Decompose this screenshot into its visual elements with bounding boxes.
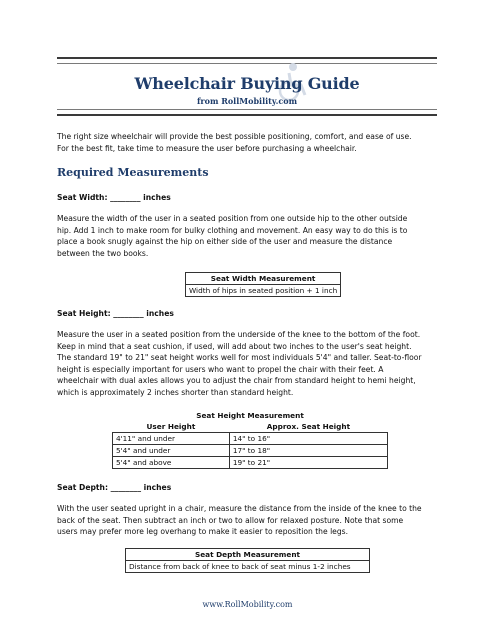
seat-depth-line: back of the seat. Then subtract an inch or two to allow for relaxed posture. Note that some (57, 515, 404, 525)
seat-height-line: The standard 19" to 21" seat height works well for most individuals 5'4" and taller. Seat-to-floor (57, 353, 422, 362)
seat-height-line: wheelchair with dual axles allows you to adjust the chair from standard height to hemi height, (57, 376, 416, 385)
seat-depth-line: With the user seated upright in a chair, measure the distance from the inside of the knee to the (57, 504, 422, 513)
seat-width-line: Measure the width of the user in a seated position from one outside hip to the other outside (57, 214, 408, 223)
footer-website: www.RollMobility.com (202, 600, 293, 609)
document-subtitle: from RollMobility.com (196, 96, 298, 106)
seat-width-table-cell: Width of hips in seated position + 1 inch (186, 285, 341, 297)
title-banner (57, 57, 437, 116)
seat-height-table (112, 410, 388, 469)
intro-line: For the best fit, take time to measure the user before purchasing a wheelchair. (57, 143, 357, 153)
table-cell: 4'11" and under (113, 433, 230, 445)
seat-width-label: Seat Width: ________ inches (57, 193, 171, 202)
table-cell: 17" to 18" (229, 445, 387, 457)
seat-height-line: Measure the user in a seated position from the underside of the knee to the bottom of the foot. (57, 330, 421, 339)
seat-depth-table (125, 548, 370, 573)
seat-depth-table-cell: Distance from back of knee to back of seat minus 1-2 inches (126, 561, 370, 573)
seat-height-line: which is approximately 2 inches shorter than standard height. (57, 387, 294, 397)
table-row (113, 433, 388, 445)
table-cell: 5'4" and under (113, 445, 230, 457)
intro-paragraph (57, 131, 442, 154)
seat-depth-label: Seat Depth: ________ inches (57, 483, 172, 492)
seat-depth-table-heading: Seat Depth Measurement (126, 549, 370, 561)
seat-width-line: hip. Add 1 inch to make room for bulky clothing and movement. An easy way to do this is to (57, 225, 408, 235)
document-title: Wheelchair Buying Guide (134, 74, 360, 93)
section-heading: Required Measurements (57, 166, 209, 179)
seat-width-table (185, 272, 341, 297)
table-cell: 5'4" and above (113, 457, 230, 469)
seat-width-table-heading: Seat Width Measurement (186, 273, 341, 285)
seat-depth-paragraph (57, 503, 442, 538)
seat-height-col-header: User Height (146, 422, 196, 431)
table-cell: 19" to 21" (229, 457, 387, 469)
table-row (113, 445, 388, 457)
table-cell: 14" to 16" (229, 433, 387, 445)
seat-width-line: place a book snugly against the hip on either side of the user and measure the distance (57, 237, 393, 246)
seat-width-line: between the two books. (57, 248, 149, 258)
seat-height-col-header: Approx. Seat Height (266, 422, 351, 431)
seat-height-line: Keep in mind that a seat cushion, if used, will add about two inches to the user's seat height. (57, 341, 412, 351)
seat-width-paragraph (57, 213, 442, 259)
seat-height-table-heading: Seat Height Measurement (196, 411, 304, 420)
seat-height-paragraph (57, 329, 442, 398)
seat-depth-line: users may prefer more leg overhang to make it easier to reposition the legs. (57, 527, 349, 536)
table-row (113, 457, 388, 469)
intro-line: The right size wheelchair will provide the best possible positioning, comfort, and ease of use. (57, 132, 412, 141)
seat-height-line: height is especially important for users who want to propel the chair with their feet. A (57, 364, 384, 374)
seat-height-label: Seat Height: ________ inches (57, 309, 174, 318)
